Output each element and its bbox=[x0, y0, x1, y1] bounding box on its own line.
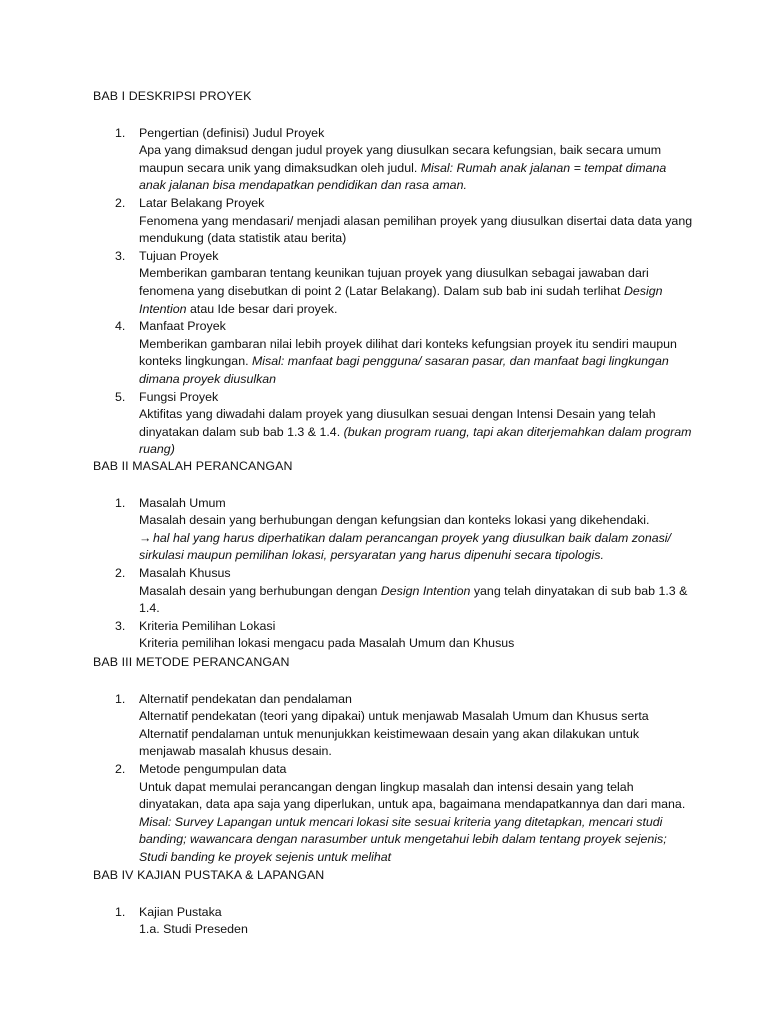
section-heading: BAB IV KAJIAN PUSTAKA & LAPANGAN bbox=[93, 868, 325, 882]
item-number: 3. bbox=[115, 248, 126, 263]
item-title: Kriteria Pemilihan Lokasi bbox=[139, 618, 276, 633]
item-list bbox=[93, 691, 693, 867]
item-number: 1. bbox=[115, 125, 126, 140]
description-text: Untuk dapat memulai perancangan dengan lingkup masalah dan intensi desain yang telah dinyatakan, data apa saja yang diperlukan, untuk apa, bagaimana mendapatkannya dan dari mana. bbox=[139, 779, 686, 812]
description-example: Misal: Survey Lapangan untuk mencari lokasi site sesuai kriteria yang ditetapkan, mencari studi banding; wawancara dengan narasumber untuk mengetahui lebih dalam tentang proyek sejenis; Studi banding ke proyek sejenis untuk melihat bbox=[139, 814, 667, 864]
description-text-after: yang telah dinyatakan di sub bab 1.3 & 1.4. bbox=[139, 583, 688, 616]
description-note: hal hal yang harus diperhatikan dalam perancangan proyek yang diusulkan baik dalam zonasi/ sirkulasi maupun pemilihan lokasi, persyaratan yang harus dipenuhi secara tipologis. bbox=[139, 530, 671, 563]
description-text: Memberikan gambaran nilai lebih proyek dilihat dari konteks kefungsian proyek itu sendiri maupun konteks lingkungan. bbox=[139, 336, 677, 369]
section-bab-1 bbox=[93, 88, 693, 459]
list-item bbox=[93, 565, 693, 618]
item-note bbox=[139, 530, 693, 565]
list-item bbox=[93, 195, 693, 248]
item-number: 3. bbox=[115, 618, 126, 633]
section-bab-3 bbox=[93, 654, 693, 867]
section-heading: BAB I DESKRIPSI PROYEK bbox=[93, 89, 252, 103]
item-description: Fenomena yang mendasari/ menjadi alasan pemilihan proyek yang diusulkan disertai data data yang mendukung (data statistik atau berita) bbox=[139, 213, 693, 246]
item-title: Masalah Khusus bbox=[139, 565, 231, 580]
item-title: Alternatif pendekatan dan pendalaman bbox=[139, 691, 352, 706]
item-description: Masalah desain yang berhubungan dengan kefungsian dan konteks lokasi yang dikehendaki. bbox=[139, 513, 650, 528]
description-term: Design Intention bbox=[380, 583, 471, 598]
item-description: Kriteria pemilihan lokasi mengacu pada Masalah Umum dan Khusus bbox=[139, 636, 515, 651]
item-description bbox=[139, 336, 693, 389]
section-heading: BAB II MASALAH PERANCANGAN bbox=[93, 459, 293, 473]
item-description bbox=[139, 406, 693, 459]
description-text: Apa yang dimaksud dengan judul proyek yang diusulkan secara kefungsian, baik secara umum maupun secara unik yang dimaksudkan oleh judul. bbox=[139, 143, 662, 175]
item-description: Alternatif pendekatan (teori yang dipakai) untuk menjawab Masalah Umum dan Khusus serta Alternatif pendalaman untuk menunjukkan keistimewaan desain yang akan dilakukan untuk menjawab masalah khusus desain. bbox=[139, 709, 649, 759]
item-title: Pengertian (definisi) Judul Proyek bbox=[139, 125, 325, 140]
list-item bbox=[93, 495, 693, 565]
description-text: Masalah desain yang berhubungan dengan bbox=[139, 583, 378, 598]
section-bab-4 bbox=[93, 867, 693, 939]
item-title: Manfaat Proyek bbox=[139, 319, 226, 334]
arrow-right-icon: → bbox=[139, 530, 152, 545]
item-description bbox=[139, 583, 693, 618]
item-title: Fungsi Proyek bbox=[139, 389, 219, 404]
description-example: Misal: manfaat bagi pengguna/ sasaran pasar, dan manfaat bagi lingkungan dimana proyek diusulkan bbox=[139, 354, 669, 386]
item-number: 5. bbox=[115, 389, 126, 404]
description-text: Aktifitas yang diwadahi dalam proyek yang diusulkan sesuai dengan Intensi Desain yang telah dinyatakan dalam sub bab 1.3 & 1.4. bbox=[139, 407, 656, 439]
section-bab-2 bbox=[93, 458, 693, 653]
item-title: Masalah Umum bbox=[139, 495, 226, 510]
description-text-after: atau Ide besar dari proyek. bbox=[190, 301, 338, 316]
description-text: Memberikan gambaran tentang keunikan tujuan proyek yang diusulkan sebagai jawaban dari fenomena yang disebutkan di point 2 (Latar Belakang). Dalam sub bab ini sudah terlihat bbox=[139, 266, 649, 298]
list-item bbox=[93, 389, 693, 459]
item-number: 2. bbox=[115, 195, 126, 210]
description-note: (bukan program ruang, tapi akan diterjemahkan dalam program ruang) bbox=[139, 424, 692, 457]
list-item bbox=[93, 248, 693, 318]
item-list bbox=[93, 495, 693, 653]
item-number: 1. bbox=[115, 904, 126, 919]
description-example: Misal: Rumah anak jalanan = tempat dimana anak jalanan bisa mendapatkan pendidikan dan rasa aman. bbox=[139, 160, 667, 193]
item-number: 1. bbox=[115, 495, 126, 510]
list-item bbox=[93, 318, 693, 388]
item-title: Metode pengumpulan data bbox=[139, 761, 287, 776]
item-description bbox=[139, 779, 693, 867]
list-item bbox=[93, 691, 693, 761]
item-number: 1. bbox=[115, 691, 126, 706]
list-item bbox=[93, 904, 693, 939]
item-number: 2. bbox=[115, 761, 126, 776]
item-number: 2. bbox=[115, 565, 126, 580]
section-heading: BAB III METODE PERANCANGAN bbox=[93, 655, 290, 669]
item-title: Kajian Pustaka bbox=[139, 904, 222, 919]
item-description bbox=[139, 265, 693, 318]
list-item bbox=[93, 125, 693, 195]
item-title: Tujuan Proyek bbox=[139, 248, 219, 263]
description-term: Design Intention bbox=[139, 283, 663, 316]
sub-item: 1.a. Studi Preseden bbox=[139, 922, 248, 937]
item-title: Latar Belakang Proyek bbox=[139, 195, 265, 210]
item-number: 4. bbox=[115, 319, 126, 334]
list-item bbox=[93, 618, 693, 653]
item-list bbox=[93, 125, 693, 459]
list-item bbox=[93, 761, 693, 867]
item-description bbox=[139, 142, 693, 195]
item-list bbox=[93, 904, 693, 939]
